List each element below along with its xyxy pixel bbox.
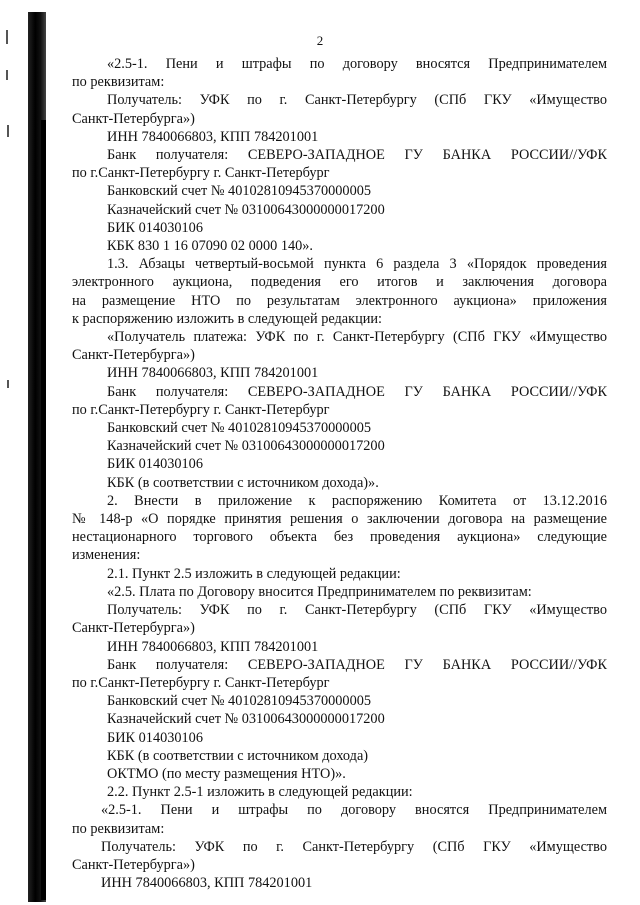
text-line: к распоряжению изложить в следующей редакции: — [72, 310, 383, 327]
text-line: по г.Санкт-Петербургу г. Санкт-Петербург — [72, 401, 330, 418]
text-line: Санкт-Петербурга») — [72, 110, 195, 127]
page-number: 2 — [316, 33, 324, 48]
text-line: БИК 014030106 — [107, 219, 203, 236]
text-line: ИНН 7840066803, КПП 784201001 — [107, 638, 319, 655]
text-line: Получатель: УФК по г. Санкт-Петербургу (СПб ГКУ «Имущество — [101, 838, 607, 855]
text-line: Банковский счет № 40102810945370000005 — [107, 183, 372, 200]
text-line: ИНН 7840066803, КПП 784201001 — [101, 875, 313, 892]
text-line: электронного аукциона, подведения его итогов и заключения договора — [72, 274, 607, 291]
text-line: Банк получателя: СЕВЕРО-ЗАПАДНОЕ ГУ БАНКА РОССИИ//УФК — [107, 656, 607, 673]
text-line: по реквизитам: — [72, 820, 165, 837]
text-line: ОКТМО (по месту размещения НТО)». — [107, 765, 346, 782]
text-line: КБК 830 1 16 07090 02 0000 140». — [107, 238, 313, 255]
text-line: 2. Внести в приложение к распоряжению Комитета от 13.12.2016 — [107, 492, 607, 509]
scan-artifact-mark — [7, 125, 9, 137]
text-line: 2.2. Пункт 2.5-1 изложить в следующей редакции: — [107, 784, 413, 801]
text-line: № 148-р «О порядке принятия решения о заключении договора на размещение — [72, 511, 607, 528]
scan-artifact-mark — [6, 70, 8, 80]
text-line: Получатель: УФК по г. Санкт-Петербургу (СПб ГКУ «Имущество — [107, 602, 607, 619]
text-line: по г.Санкт-Петербургу г. Санкт-Петербург — [72, 674, 330, 691]
text-line: по реквизитам: — [72, 74, 165, 91]
text-line: изменения: — [72, 547, 141, 564]
text-line: Банк получателя: СЕВЕРО-ЗАПАДНОЕ ГУ БАНКА РОССИИ//УФК — [107, 147, 607, 164]
text-line: нестационарного торгового объекта без проведения аукциона» следующие — [72, 529, 607, 546]
text-line: Санкт-Петербурга») — [72, 347, 195, 364]
text-line: Банк получателя: СЕВЕРО-ЗАПАДНОЕ ГУ БАНКА РОССИИ//УФК — [107, 383, 607, 400]
text-line: Санкт-Петербурга») — [72, 620, 195, 637]
scan-shadow-bar-inner — [41, 120, 46, 900]
text-line: Казначейский счет № 03100643000000017200 — [107, 711, 385, 728]
text-line: Банковский счет № 40102810945370000005 — [107, 420, 372, 437]
text-line: КБК (в соответствии с источником дохода) — [107, 747, 369, 764]
text-line: «2.5. Плата по Договору вносится Предпринимателем по реквизитам: — [107, 583, 532, 600]
text-line: «Получатель платежа: УФК по г. Санкт-Петербургу (СПб ГКУ «Имущество — [107, 329, 607, 346]
text-line: КБК (в соответствии с источником дохода)». — [107, 474, 379, 491]
text-line: по г.Санкт-Петербургу г. Санкт-Петербург — [72, 165, 330, 182]
text-line: ИНН 7840066803, КПП 784201001 — [107, 365, 319, 382]
text-line: 1.3. Абзацы четвертый-восьмой пункта 6 раздела 3 «Порядок проведения — [107, 256, 607, 273]
text-line: Казначейский счет № 03100643000000017200 — [107, 438, 385, 455]
document-body — [72, 55, 607, 892]
text-line: «2.5-1. Пени и штрафы по договору вносятся Предпринимателем — [107, 56, 607, 72]
text-line: Получатель: УФК по г. Санкт-Петербургу (СПб ГКУ «Имущество — [107, 92, 607, 109]
text-line: ИНН 7840066803, КПП 784201001 — [107, 128, 319, 145]
text-line: БИК 014030106 — [107, 729, 203, 746]
text-line: Санкт-Петербурга») — [72, 856, 195, 873]
text-line: на размещение НТО по результатам электронного аукциона» приложения — [72, 292, 607, 309]
text-line: 2.1. Пункт 2.5 изложить в следующей редакции: — [107, 565, 401, 582]
text-line: БИК 014030106 — [107, 456, 203, 473]
text-line: Банковский счет № 40102810945370000005 — [107, 693, 372, 710]
text-line: Казначейский счет № 03100643000000017200 — [107, 201, 385, 218]
scan-binding-edge — [0, 0, 50, 905]
scan-artifact-mark — [7, 380, 9, 388]
text-line: «2.5-1. Пени и штрафы по договору вносятся Предпринимателем — [101, 802, 607, 819]
